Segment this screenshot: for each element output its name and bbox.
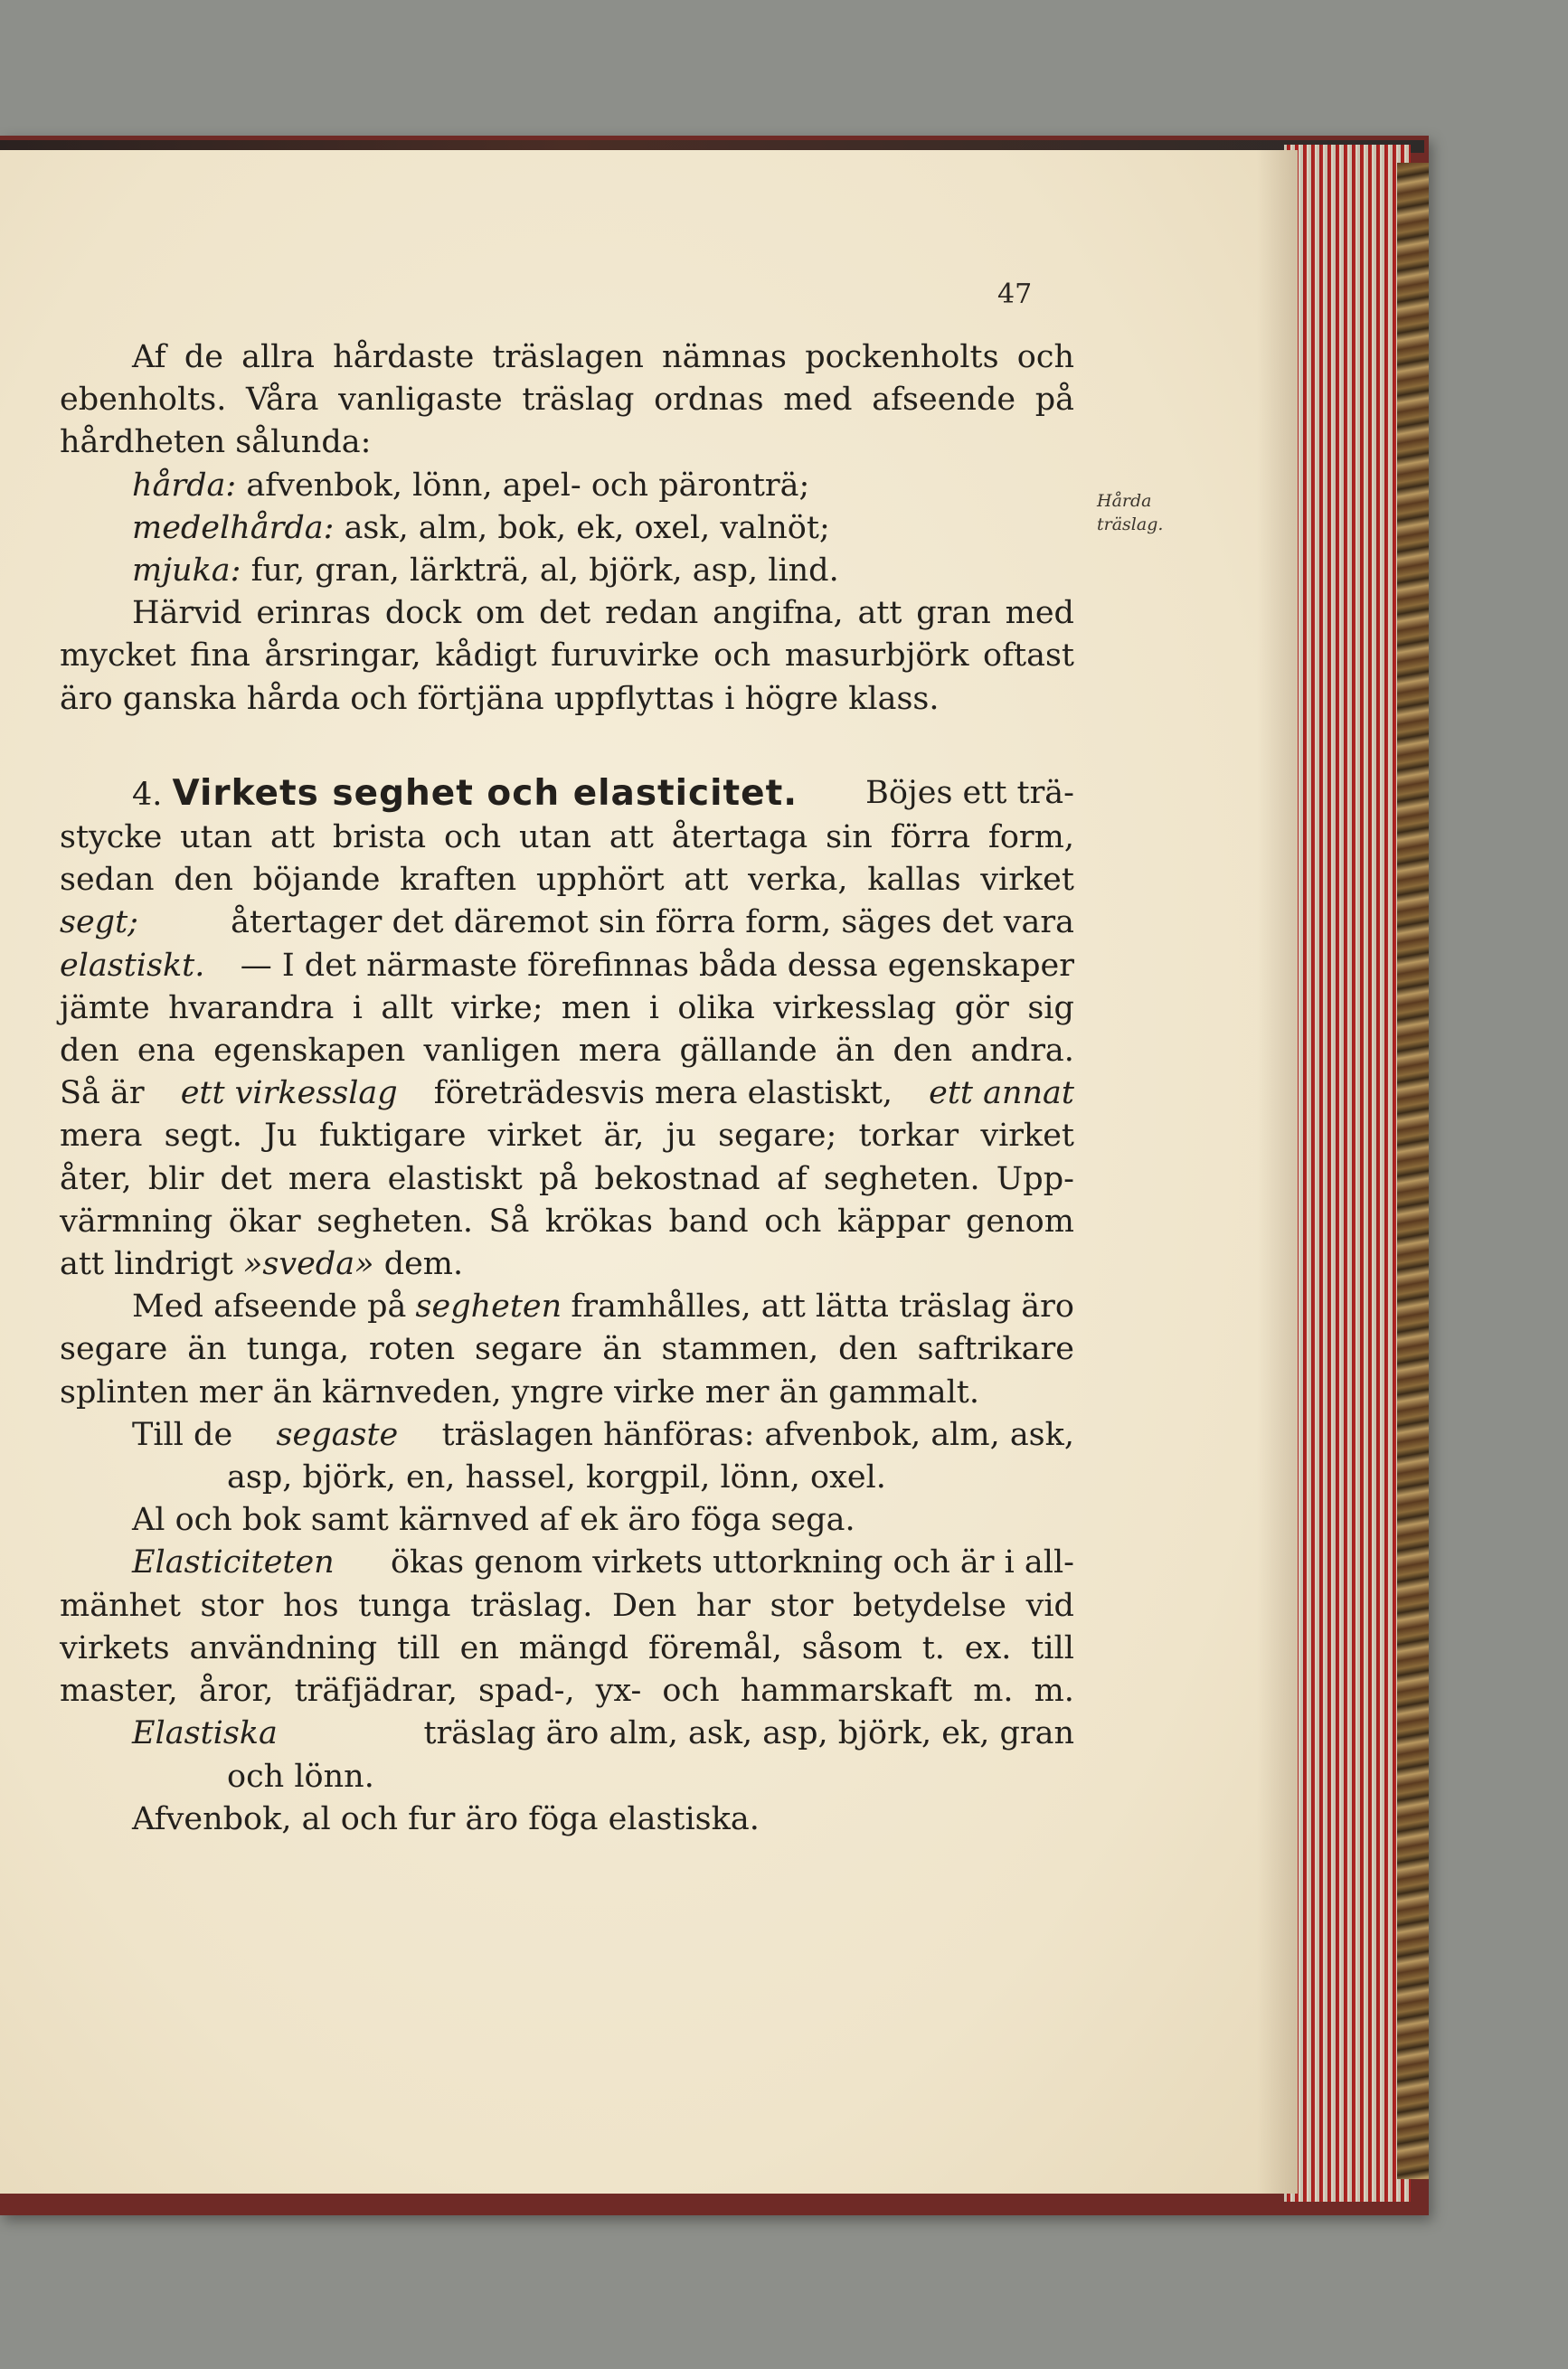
text-line: värmning ökar segheten. Så krökas band och käppar genom [60,1203,1074,1240]
text-fragment: framhålles, att lätta träslag äro [571,1288,1074,1326]
paragraph-elasticity [60,1542,1074,1713]
hardness-class-medium [60,507,1074,550]
italic-term: segt; [60,904,138,941]
text-line: virkets användning till en mängd föremål, såsom t. ex. till [60,1629,1074,1666]
text-line [60,1243,1074,1286]
hardness-classes [60,465,1074,593]
text-line [60,945,1074,987]
text-line: mera segt. Ju fuktigare virket är, ju segare; torkar virket [60,1118,1074,1155]
text-fragment: Så är [60,1075,145,1112]
text-line: asp, björk, en, hassel, korgpil, lönn, oxel. [227,1459,886,1496]
paragraph-intro [60,336,1074,465]
margin-note-line: träslag. [1097,514,1164,534]
text-fragment: företrädesvis mera elastiskt, [433,1075,893,1112]
text-line [60,1286,1074,1328]
class-text: afvenbok, lönn, apel- och päronträ; [246,467,810,504]
text-line: Afvenbok, al och fur äro föga elastiska. [132,1800,760,1837]
text-line: hårdheten sålunda: [60,424,372,461]
text-fragment: att lindrigt [60,1246,233,1283]
margin-note [1097,489,1205,536]
text-line [60,1713,1074,1755]
text-line [60,901,1074,944]
paragraph-al-bok [60,1499,1074,1542]
paragraph-note [60,592,1074,721]
italic-term: Elasticiteten [132,1544,335,1581]
paragraph-elastic-woods [60,1713,1074,1798]
hardness-class-hard [60,465,1074,507]
text-line: och lönn. [227,1758,374,1795]
class-label: mjuka: [132,552,241,590]
text-line: stycke utan att brista och utan att återtaga sin förra form, [60,819,1074,856]
text-line [60,1072,1074,1115]
text-fragment: — I det närmaste förefinnas båda dessa egenskaper [240,947,1074,984]
text-line: Al och bok samt kärnved af ek äro föga sega. [132,1502,855,1539]
italic-term: Elastiska [132,1715,278,1752]
class-label: medelhårda: [132,509,335,546]
page-gutter-shadow [1257,150,1298,2194]
text-fragment: Till de [132,1416,233,1453]
italic-term: segaste [276,1416,399,1453]
margin-note-line: Hårda [1097,491,1152,511]
section-4 [60,772,1074,1286]
paragraph-toughness [60,1286,1074,1414]
text-line: master, åror, träfjädrar, spad-, yx- och hammarskaft m. m. [60,1673,1074,1710]
text-line: splinten mer än kärnveden, yngre virke mer än gammalt. [60,1373,979,1411]
italic-term: »sveda» [243,1246,374,1283]
text-line [60,1542,1074,1584]
italic-term: segheten [415,1288,562,1326]
italic-term: elastiskt. [60,947,205,984]
marbled-spine [1397,163,1429,2179]
section-title: Virkets seghet och elasticitet. [172,772,798,814]
text-fragment: träslag äro alm, ask, asp, björk, ek, gran [423,1715,1074,1752]
text-fragment: Böjes ett trä- [865,774,1074,811]
section-heading-line [60,772,1074,816]
text-line [60,1414,1074,1457]
text-line: åter, blir det mera elastiskt på bekostnad af segheten. Upp- [60,1160,1074,1197]
page-body [60,336,1074,1841]
page-edges [1284,145,1411,2202]
class-label: hårda: [132,467,237,504]
section-heading [132,772,798,816]
class-text: ask, alm, bok, ek, oxel, valnöt; [344,509,830,546]
hardness-class-soft [60,550,1074,592]
page-number: 47 [997,278,1033,310]
italic-term: ett annat [929,1075,1074,1112]
text-line: jämte hvarandra i allt virke; men i olika virkesslag gör sig [60,989,1074,1026]
text-line: sedan den böjande kraften upphört att verka, kallas virket [60,862,1074,899]
text-fragment: återtager det däremot sin förra form, säges det vara [231,904,1074,941]
text-fragment: träslagen hänföras: afvenbok, alm, ask, [441,1416,1074,1453]
text-line: mycket fina årsringar, kådigt furuvirke och masurbjörk oftast [60,637,1074,675]
section-number: 4. [132,776,163,813]
text-line: den ena egenskapen vanligen mera gällande än den andra. [60,1033,1074,1070]
text-fragment: ökas genom virkets uttorkning och är i all- [390,1544,1074,1581]
class-text: fur, gran, lärkträ, al, björk, asp, lind. [250,552,839,590]
text-line: segare än tunga, roten segare än stammen, den saftrikare [60,1331,1074,1368]
text-line: Härvid erinras dock om det redan angifna, att gran med [132,595,1074,632]
text-fragment: dem. [383,1246,464,1283]
text-fragment: Med afseende på [132,1288,407,1326]
text-line: Af de allra hårdaste träslagen nämnas pockenholts och [132,339,1074,375]
text-line: äro ganska hårda och förtjäna uppflyttas i högre klass. [60,680,940,717]
text-line: mänhet stor hos tunga träslag. Den har stor betydelse vid [60,1587,1074,1624]
paragraph-non-elastic [60,1798,1074,1841]
text-line: ebenholts. Våra vanligaste träslag ordnas med afseende på [60,382,1074,419]
paragraph-toughest [60,1414,1074,1499]
section-gap [60,721,1074,772]
italic-term: ett virkesslag [180,1075,398,1112]
